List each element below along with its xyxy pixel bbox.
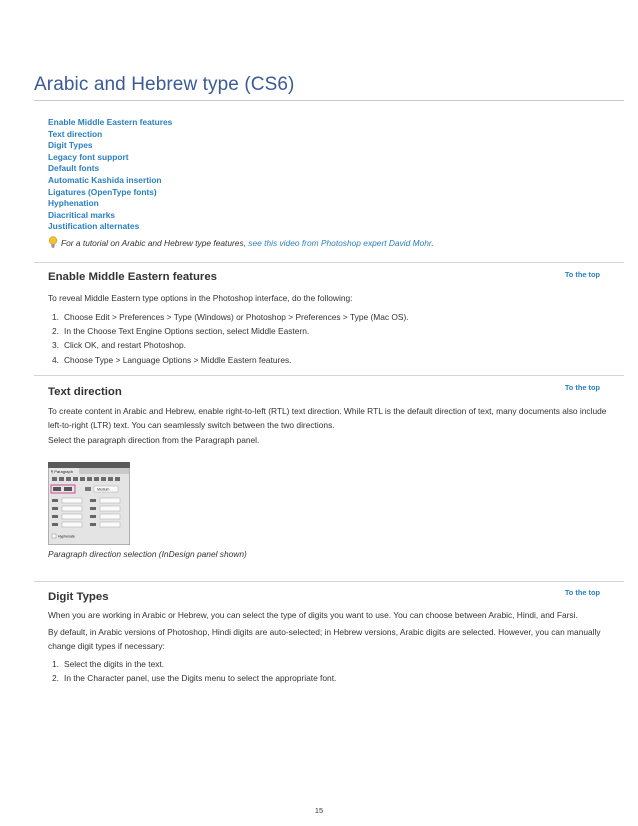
to-top-link[interactable]: To the top [564, 270, 600, 279]
panel-checkbox-label: Hyphenate [58, 534, 75, 539]
list-item: 3. Click OK, and restart Photoshop. [52, 340, 186, 351]
list-item: 2. In the Choose Text Engine Options section, select Middle Eastern. [52, 326, 310, 337]
toc-link[interactable]: Digit Types [48, 140, 93, 151]
toc-link[interactable]: Automatic Kashida insertion [48, 174, 162, 185]
list-item: 1. Choose Edit > Preferences > Type (Windows) or Photoshop > Preferences > Type (Mac OS). [52, 312, 409, 322]
toc-link[interactable]: Justification alternates [48, 221, 140, 232]
toc-link[interactable]: Ligatures (OpenType fonts) [48, 186, 157, 197]
section-divider [34, 375, 624, 376]
panel-value: Medium [97, 487, 110, 492]
to-top-link[interactable]: To the top [564, 383, 600, 392]
section-divider [34, 262, 624, 263]
steps-list [52, 657, 336, 685]
page-title: Arabic and Hebrew type (CS6) [34, 74, 295, 95]
paragraph-panel-screenshot [48, 462, 130, 545]
list-item: 2. In the Character panel, use the Digits menu to select the appropriate font. [52, 673, 337, 684]
tip-text: For a tutorial on Arabic and Hebrew type features, [61, 238, 249, 248]
section-paragraph: When you are working in Arabic or Hebrew, you can select the type of digits you want to use. You can choose between Arabic, Hindi, and Farsi. [48, 610, 578, 620]
section-heading-direction: Text direction [48, 386, 122, 398]
toc-link[interactable]: Diacritical marks [48, 209, 116, 220]
panel-title: ¶ Paragraph [51, 469, 73, 474]
toc-link[interactable]: Legacy font support [48, 151, 129, 162]
page-number: 15 [314, 806, 324, 815]
toc-link[interactable]: Hyphenation [48, 198, 99, 209]
tip-end: . [431, 238, 434, 248]
video-link[interactable]: see this video from Photoshop expert David Mohr [248, 238, 432, 248]
list-item: 4. Choose Type > Language Options > Middle Eastern features. [52, 354, 292, 365]
toc-link[interactable]: Default fonts [48, 163, 100, 174]
section-paragraph: Select the paragraph direction from the Paragraph panel. [48, 435, 260, 445]
to-top-link[interactable]: To the top [564, 588, 600, 597]
section-heading-digits: Digit Types [48, 591, 109, 603]
list-item: 1. Select the digits in the text. [52, 659, 165, 669]
lightbulb-icon [48, 236, 58, 248]
steps-list [52, 310, 409, 367]
section-divider [34, 581, 624, 582]
section-intro: To reveal Middle Eastern type options in the Photoshop interface, do the following: [48, 293, 353, 303]
toc-link[interactable]: Enable Middle Eastern features [48, 117, 173, 127]
tutorial-tip [48, 236, 434, 248]
figure-caption: Paragraph direction selection (InDesign panel shown) [48, 549, 247, 559]
section-paragraph: To create content in Arabic and Hebrew, enable right-to-left (RTL) text direction. While RTL is the default direction of text, many documents also include left-to-right (LTR) text. You can seamlessly switch between the two directions. [48, 406, 607, 430]
title-divider [34, 100, 624, 101]
table-of-contents [48, 117, 172, 233]
section-heading-enable: Enable Middle Eastern features [48, 271, 218, 283]
section-paragraph: By default, in Arabic versions of Photoshop, Hindi digits are auto-selected; in Hebrew versions, Arabic digits are selected. However, you can manually change digit types if necessary: [48, 627, 601, 651]
toc-link[interactable]: Text direction [48, 128, 103, 139]
